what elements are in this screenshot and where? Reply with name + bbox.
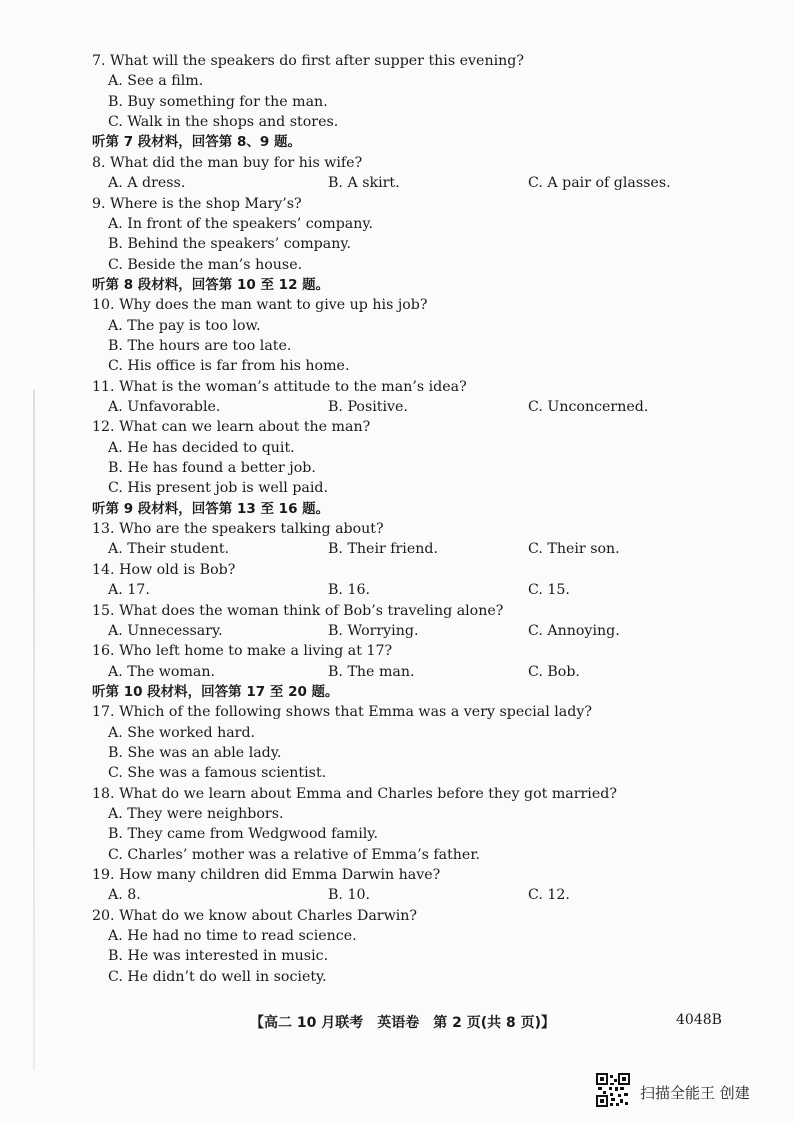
- section-instruction: 听第 7 段材料，回答第 8、9 题。: [92, 134, 301, 151]
- question-text: 20. What do we know about Charles Darwin?: [92, 907, 418, 924]
- option-text: B. They came from Wedgwood family.: [108, 826, 378, 843]
- option-text: A. He has decided to quit.: [108, 439, 295, 456]
- question-text: 11. What is the woman’s attitude to the man’s idea?: [92, 378, 467, 395]
- question-text: 19. How many children did Emma Darwin have?: [92, 867, 441, 883]
- option-text: C. Beside the man’s house.: [108, 256, 303, 273]
- option-text: B. Their friend.: [328, 541, 438, 558]
- option-text: A. 17.: [108, 582, 150, 599]
- question-text: 17. Which of the following shows that Emma was a very special lady?: [92, 704, 592, 721]
- option-text: C. He didn’t do well in society.: [108, 968, 327, 985]
- option-text: B. Behind the speakers’ company.: [108, 236, 351, 253]
- option-text: B. A skirt.: [328, 175, 400, 192]
- option-text: B. 16.: [328, 582, 371, 599]
- option-text: B. Worrying.: [328, 622, 419, 639]
- option-text: A. The woman.: [108, 663, 216, 680]
- question-text: 12. What can we learn about the man?: [92, 419, 371, 436]
- option-text: C. Unconcerned.: [528, 399, 649, 415]
- option-text: B. The hours are too late.: [108, 337, 292, 354]
- question-text: 15. What does the woman think of Bob’s traveling alone?: [92, 602, 504, 619]
- option-text: A. She worked hard.: [108, 724, 256, 741]
- option-text: C. His office is far from his home.: [108, 358, 350, 375]
- option-text: B. Positive.: [328, 399, 408, 415]
- option-text: C. Annoying.: [528, 622, 620, 639]
- option-text: B. She was an able lady.: [108, 744, 282, 761]
- option-text: C. Their son.: [528, 541, 620, 558]
- question-text: 8. What did the man buy for his wife?: [92, 154, 363, 171]
- question-text: 7. What will the speakers do first after supper this evening?: [92, 53, 524, 69]
- scanner-watermark: 扫描全能王 创建: [640, 1084, 750, 1102]
- option-text: B. He was interested in music.: [108, 948, 329, 965]
- option-text: C. Charles’ mother was a relative of Emma’s father.: [108, 846, 481, 863]
- option-text: C. Bob.: [528, 663, 580, 680]
- option-text: B. 10.: [328, 887, 371, 904]
- option-text: A. The pay is too low.: [108, 317, 261, 334]
- paper-code: 4048B: [676, 1012, 722, 1028]
- option-text: C. 12.: [528, 887, 570, 904]
- option-text: A. They were neighbors.: [108, 806, 284, 822]
- question-text: 16. Who left home to make a living at 17?: [92, 643, 393, 660]
- question-text: 10. Why does the man want to give up his job?: [92, 297, 428, 314]
- option-text: A. Their student.: [108, 541, 230, 558]
- option-text: C. 15.: [528, 582, 570, 599]
- option-text: B. The man.: [328, 663, 415, 680]
- option-text: C. Walk in the shops and stores.: [108, 114, 339, 131]
- option-text: C. His present job is well paid.: [108, 480, 329, 497]
- option-text: B. Buy something for the man.: [108, 93, 328, 110]
- option-text: A. A dress.: [108, 175, 186, 192]
- option-text: A. Unfavorable.: [108, 399, 221, 415]
- option-text: C. A pair of glasses.: [528, 175, 671, 192]
- question-text: 18. What do we learn about Emma and Charles before they got married?: [92, 785, 617, 802]
- option-text: A. See a film.: [108, 73, 204, 90]
- option-text: C. She was a famous scientist.: [108, 765, 327, 782]
- option-text: A. 8.: [108, 887, 141, 904]
- section-instruction: 听第 9 段材料，回答第 13 至 16 题。: [92, 500, 330, 517]
- qr-code-icon: [596, 1073, 630, 1107]
- question-text: 13. Who are the speakers talking about?: [92, 521, 384, 537]
- question-text: 14. How old is Bob?: [92, 561, 236, 578]
- option-text: A. In front of the speakers’ company.: [108, 215, 374, 232]
- section-instruction: 听第 10 段材料，回答第 17 至 20 题。: [92, 683, 339, 700]
- page-footer: 【高二 10 月联考 英语卷 第 2 页(共 8 页)】: [250, 1015, 556, 1031]
- option-text: A. Unnecessary.: [108, 622, 223, 639]
- question-text: 9. Where is the shop Mary’s?: [92, 195, 302, 212]
- option-text: A. He had no time to read science.: [108, 928, 357, 945]
- section-instruction: 听第 8 段材料，回答第 10 至 12 题。: [92, 276, 330, 293]
- option-text: B. He has found a better job.: [108, 460, 316, 476]
